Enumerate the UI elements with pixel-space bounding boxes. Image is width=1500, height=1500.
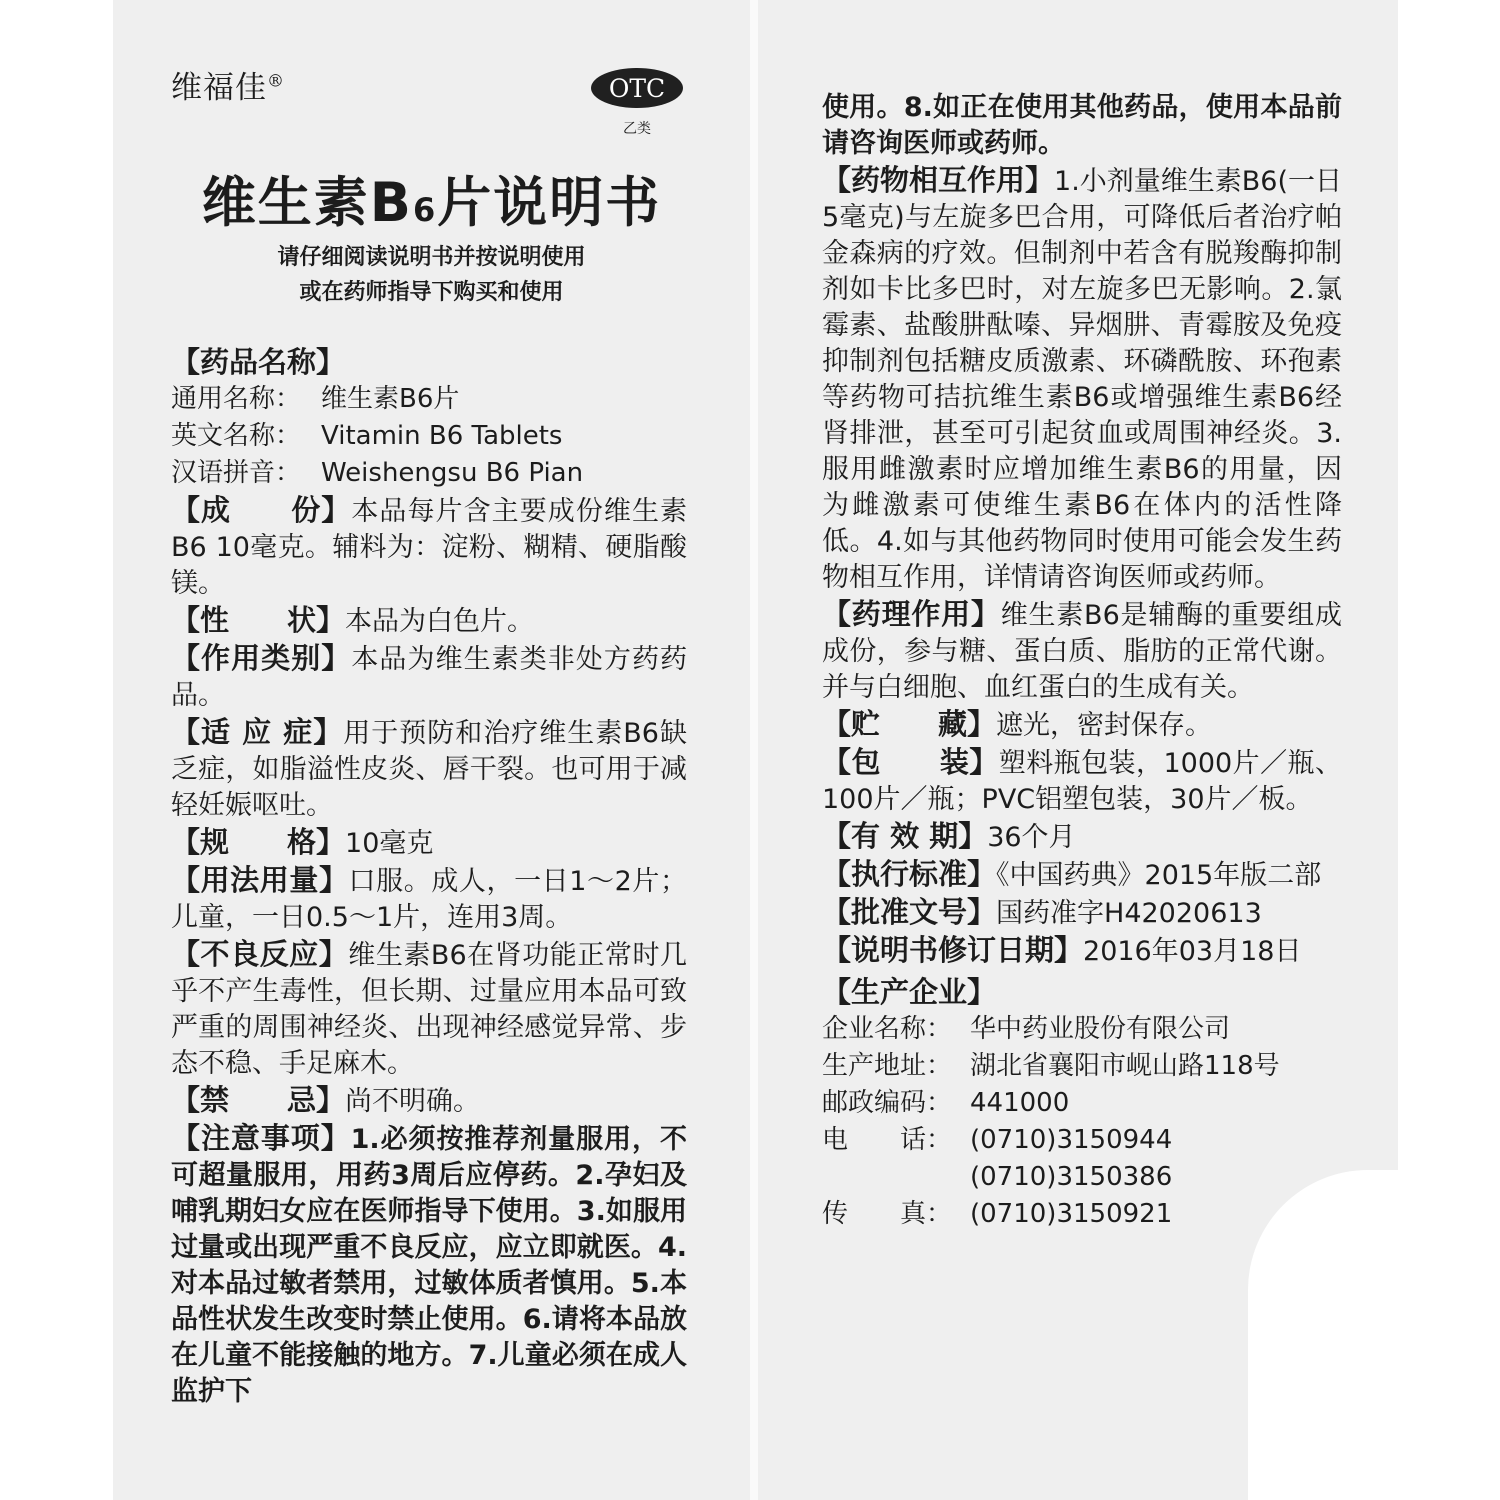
english-name-label: 英文名称：	[171, 421, 302, 451]
section-text: 1.小剂量维生素B6(一日5毫克)与左旋多巴合用，可降低后者治疗帕金森病的疗效。但制剂中若含有脱羧酶抑制剂如卡比多巴时，对左旋多巴无影响。2.氯霉素、盐酸肼酞嗪、异烟肼、青霉胺及免疫抑制剂包括糖皮质激素、环磷酰胺、环孢素等药物可拮抗维生素B6或增强维生素B6经肾排泄，甚至可引起贫血或周围神经炎。3.服用雌激素时应增加维生素B6的用量，因为雌激素可使维生素B6在体内的活性降低。4.如与其他药物同时使用可能会发生药物相互作用，详情请咨询医师或药师。	[822, 166, 1343, 593]
precautions-text-part-1: 1.必须按推荐剂量服用，不可超量服用，用药3周后应停药。2.孕妇及哺乳期妇女应在医师指导下使用。3.如服用过量或出现严重不良反应，应立即就医。4.对本品过敏者禁用，过敏体质者慎用。5.本品性状发生改变时禁止使用。6.请将本品放在儿童不能接触的地方。7.儿童必须在成人监护下	[171, 1124, 687, 1407]
section-approval-number	[822, 894, 1342, 932]
section-heading: 【药理作用】	[822, 597, 1001, 631]
phone-value-2: (0710)3150386	[970, 1162, 1173, 1192]
section-heading: 【作用类别】	[171, 641, 352, 675]
company-name-row	[822, 1011, 1342, 1048]
section-text: 维生素B6在肾功能正常时几乎不产生毒性，但长期、过量应用本品可致严重的周围神经炎、出现神经感觉异常、步态不稳、手足麻木。	[171, 940, 687, 1079]
section-heading: 【注意事项】	[171, 1121, 351, 1155]
generic-name-value: 维生素B6片	[321, 384, 460, 414]
section-text: 口服。成人，一日1～2片；儿童，一日0.5～1片，连用3周。	[171, 866, 687, 933]
subtitle-line-1: 请仔细阅读说明书并按说明使用	[277, 245, 586, 270]
left-page	[113, 0, 750, 1500]
section-interactions	[822, 162, 1342, 596]
title-pre: 维生素B	[201, 171, 413, 234]
section-heading: 【规 格】	[171, 825, 346, 859]
section-packaging	[822, 744, 1342, 818]
english-name-value: Vitamin B6 Tablets	[321, 421, 563, 451]
section-text: 尚不明确。	[345, 1086, 481, 1117]
section-heading: 【贮 藏】	[822, 707, 997, 741]
company-name-value: 华中药业股份有限公司	[970, 1014, 1231, 1044]
section-contraindications	[171, 1082, 687, 1120]
address-label: 生产地址：	[822, 1051, 953, 1081]
generic-name-label: 通用名称：	[171, 384, 302, 414]
section-heading: 【生产企业】	[822, 975, 997, 1009]
section-heading: 【说明书修订日期】	[822, 933, 1084, 967]
precautions-continued: 使用。8.如正在使用其他药品，使用本品前请咨询医师或药师。	[822, 92, 1342, 159]
fax-value: (0710)3150921	[970, 1199, 1173, 1229]
right-column	[822, 90, 1342, 1233]
document-title	[113, 160, 750, 237]
section-text: 遮光，密封保存。	[996, 710, 1213, 741]
phone-row-2	[822, 1159, 1342, 1196]
pinyin-value: Weishengsu B6 Pian	[321, 458, 584, 488]
section-text: 维生素B6是辅酶的重要组成成份，参与糖、蛋白质、脂肪的正常代谢。并与白细胞、血红蛋白的生成有关。	[822, 600, 1342, 703]
section-heading: 【包 装】	[822, 745, 999, 779]
postcode-label: 邮政编码：	[822, 1088, 953, 1118]
fax-label: 传 真：	[822, 1199, 953, 1229]
section-text: 《中国药典》2015年版二部	[996, 860, 1322, 891]
brand-text: 维福佳	[171, 70, 267, 106]
section-heading: 【禁 忌】	[171, 1083, 346, 1117]
section-storage	[822, 706, 1342, 744]
section-text: 36个月	[987, 822, 1076, 853]
section-appearance	[171, 602, 687, 640]
address-row	[822, 1048, 1342, 1085]
section-text: 本品为白色片。	[345, 606, 535, 637]
section-text: 2016年03月18日	[1083, 936, 1302, 967]
company-name-label: 企业名称：	[822, 1014, 953, 1044]
section-text: 塑料瓶包装，1000片／瓶、100片／瓶；PVC铝塑包装，30片／板。	[822, 748, 1342, 815]
english-name-row	[171, 418, 687, 455]
pinyin-row	[171, 455, 687, 492]
brand-name	[171, 62, 285, 107]
registered-mark: ®	[267, 71, 285, 92]
section-pharmacology	[822, 596, 1342, 706]
section-heading: 【不良反应】	[171, 937, 349, 971]
section-indications	[171, 714, 687, 824]
section-heading: 【药物相互作用】	[822, 163, 1055, 197]
subtitle-line-2: 或在药师指导下购买和使用	[299, 280, 564, 305]
section-text: 10毫克	[345, 828, 434, 859]
section-manufacturer	[822, 970, 1342, 1233]
section-heading: 【批准文号】	[822, 895, 997, 929]
section-text: 国药准字H42020613	[996, 898, 1262, 929]
section-text: 本品每片含主要成份维生素B6 10毫克。辅料为：淀粉、糊精、硬脂酸镁。	[171, 496, 687, 599]
phone-row	[822, 1122, 1342, 1159]
left-column	[171, 340, 687, 1410]
section-heading: 【适 应 症】	[171, 715, 344, 749]
title-post: 片说明书	[437, 171, 662, 234]
section-precautions	[171, 1120, 687, 1410]
otc-badge: OTC	[591, 68, 683, 108]
section-adverse-reactions	[171, 936, 687, 1082]
section-standard	[822, 856, 1342, 894]
section-ingredients	[171, 492, 687, 602]
section-heading: 【有 效 期】	[822, 819, 988, 853]
address-value: 湖北省襄阳市岘山路118号	[970, 1051, 1280, 1081]
page-gutter	[750, 0, 758, 1500]
section-specification	[171, 824, 687, 862]
section-heading: 【成 份】	[171, 493, 352, 527]
phone-value-1: (0710)3150944	[970, 1125, 1173, 1155]
section-text: 用于预防和治疗维生素B6缺乏症，如脂溢性皮炎、唇干裂。也可用于减轻妊娠呕吐。	[171, 718, 687, 821]
section-heading: 【性 状】	[171, 603, 346, 637]
section-dosage	[171, 862, 687, 936]
section-text: 本品为维生素类非处方药药品。	[171, 644, 687, 711]
title-sub: 6	[412, 191, 438, 229]
section-heading: 【用法用量】	[171, 863, 349, 897]
postcode-value: 441000	[970, 1088, 1070, 1118]
corner-fold-shape	[1248, 1170, 1408, 1500]
section-category	[171, 640, 687, 714]
section-heading: 【执行标准】	[822, 857, 997, 891]
postcode-row	[822, 1085, 1342, 1122]
generic-name-row	[171, 381, 687, 418]
phone-label: 电 话：	[822, 1125, 953, 1155]
section-shelf-life	[822, 818, 1342, 856]
section-revision-date	[822, 932, 1342, 970]
section-heading-drug-name: 【药品名称】	[171, 345, 346, 379]
pinyin-label: 汉语拼音：	[171, 458, 302, 488]
otc-class: 乙类	[623, 121, 651, 137]
